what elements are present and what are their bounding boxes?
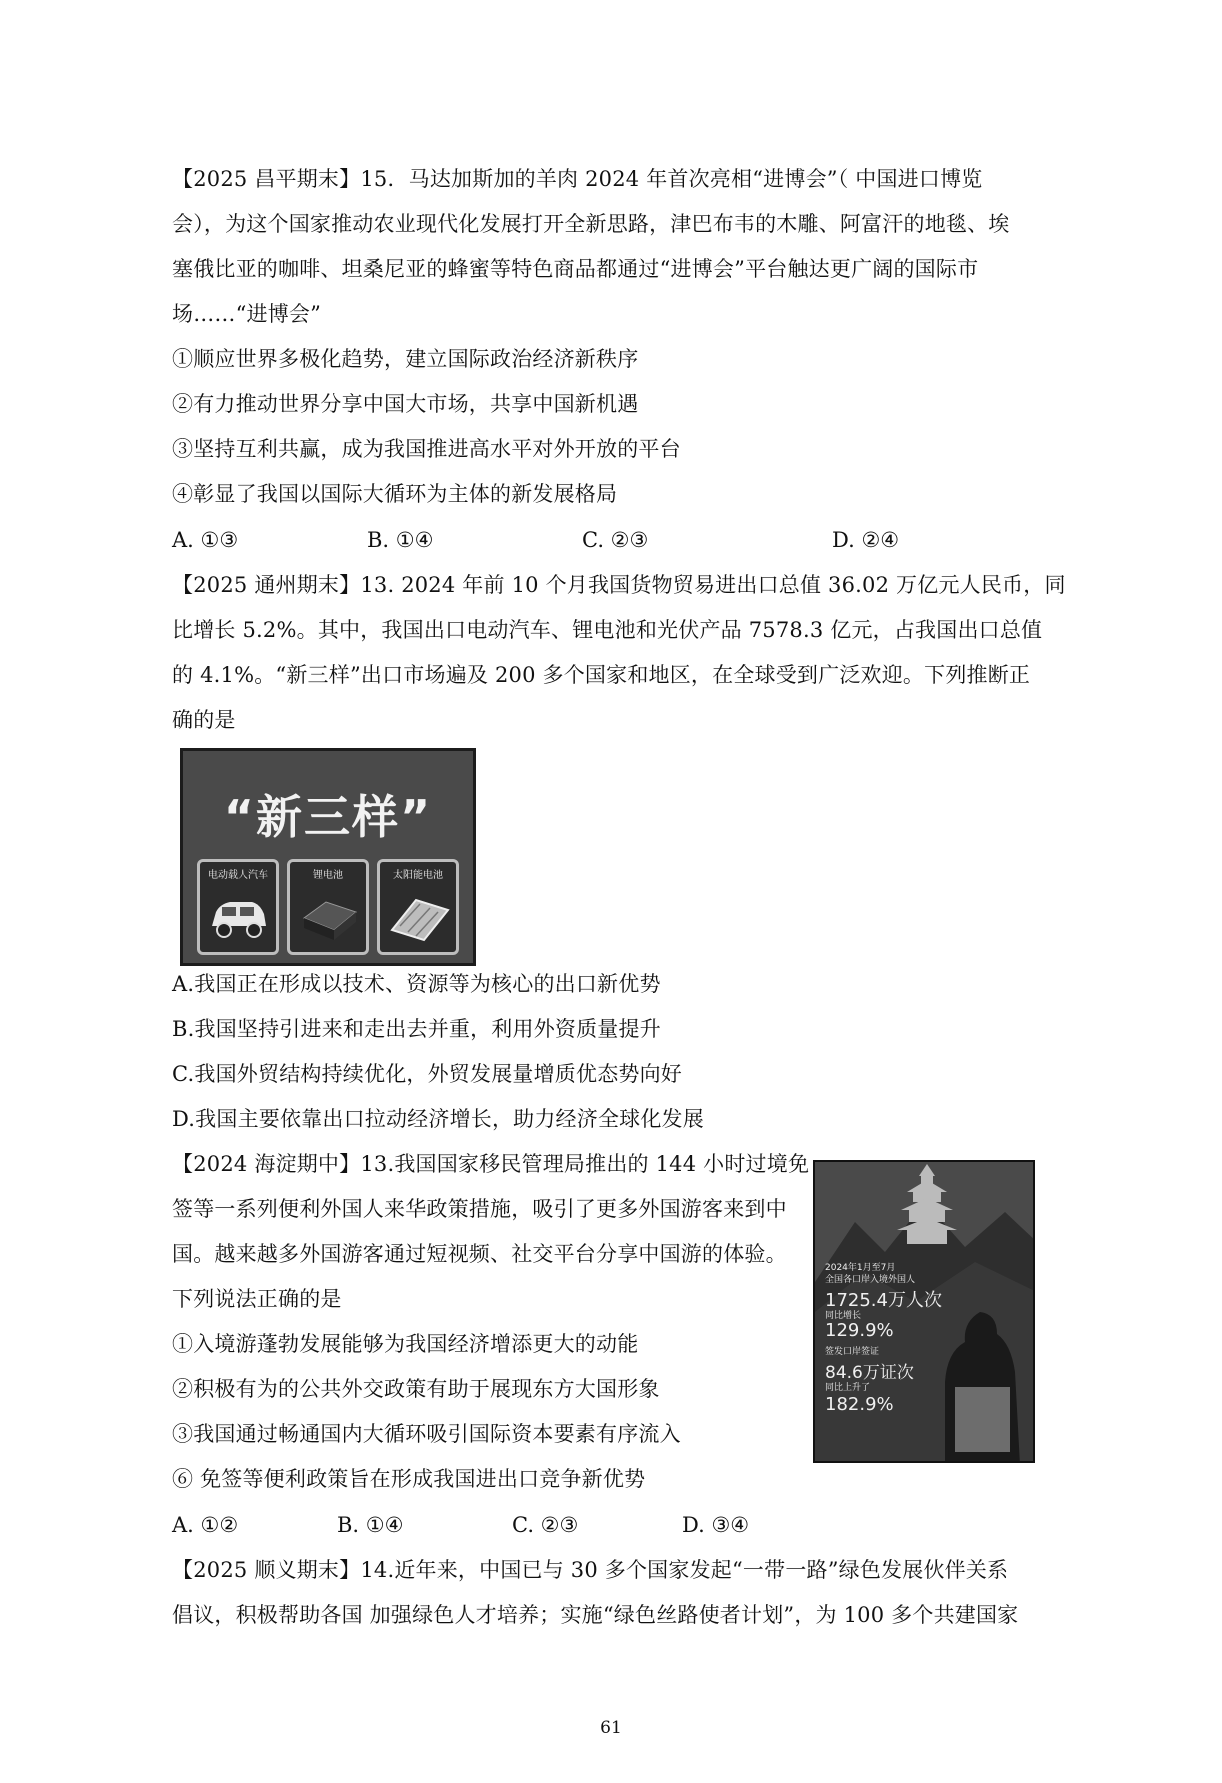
q2-line-2: 比增长 5.2%。其中，我国出口电动汽车、锂电池和光伏产品 7578.3 亿元，占我国出口总值 <box>172 618 1043 642</box>
stat-label-visas: 签发口岸签证 <box>825 1347 880 1357</box>
q3-option-b: B. ①④ <box>337 1513 404 1537</box>
page-number: 61 <box>600 1718 622 1738</box>
q1-option-d: D. ②④ <box>832 528 900 552</box>
q2-option-c: C.我国外贸结构持续优化，外贸发展量增质优态势向好 <box>172 1062 682 1086</box>
ev-card-label: 电动载人汽车 <box>208 870 268 881</box>
q2-option-d: D.我国主要依靠出口拉动经济增长，助力经济全球化发展 <box>172 1107 704 1131</box>
q1-option-c: C. ②③ <box>582 528 649 552</box>
q1-statement-3: ③坚持互利共赢，成为我国推进高水平对外开放的平台 <box>172 437 681 461</box>
q2-option-a: A.我国正在形成以技术、资源等为核心的出口新优势 <box>172 972 661 996</box>
q4-line-1: 【2025 顺义期末】14.近年来，中国已与 30 多个国家发起“一带一路”绿色发展伙伴关系 <box>172 1558 1009 1582</box>
q1-statement-2: ②有力推动世界分享中国大市场，共享中国新机遇 <box>172 392 639 416</box>
q3-option-c: C. ②③ <box>512 1513 579 1537</box>
q2-line-3: 的 4.1%。“新三样”出口市场遍及 200 多个国家和地区，在全球受到广泛欢迎。下列推断正 <box>172 663 1031 687</box>
stat-inbound-visitors: 1725.4万人次 <box>825 1290 942 1311</box>
q3-statement-1: ①入境游蓬勃发展能够为我国经济增添更大的动能 <box>172 1332 639 1356</box>
q3-option-d: D. ③④ <box>682 1513 750 1537</box>
q1-line-1: 【2025 昌平期末】15．马达加斯加的羊肉 2024 年首次亮相“进博会”（ 中国进口博览 <box>172 167 983 191</box>
solar-card-label: 太阳能电池 <box>393 870 443 881</box>
stat-visa-growth-rate: 182.9% <box>825 1394 894 1415</box>
q3-statement-3: ③我国通过畅通国内大循环吸引国际资本要素有序流入 <box>172 1422 681 1446</box>
q3-statement-4: ⑥ 免签等便利政策旨在形成我国进出口竞争新优势 <box>172 1467 646 1491</box>
q2-option-b: B.我国坚持引进来和走出去并重，利用外资质量提升 <box>172 1017 661 1041</box>
inbound-tourism-image <box>813 1160 1035 1463</box>
caption-subject: 全国各口岸入境外国人 <box>825 1275 916 1285</box>
q1-line-2: 会），为这个国家推动农业现代化发展打开全新思路，津巴布韦的木雕、阿富汗的地毯、埃 <box>172 212 1010 236</box>
battery-card <box>287 859 369 955</box>
solar-card <box>377 859 459 955</box>
solar-panel-icon <box>386 888 452 948</box>
q1-statement-4: ④彰显了我国以国际大循环为主体的新发展格局 <box>172 482 618 506</box>
stat-label-growth: 同比增长 <box>825 1311 862 1321</box>
image-title: “新三样” <box>223 790 433 844</box>
q3-option-a: A. ①② <box>172 1513 239 1537</box>
q1-statement-1: ①顺应世界多极化趋势，建立国际政治经济新秩序 <box>172 347 639 371</box>
battery-icon <box>296 888 362 948</box>
q4-line-2: 倡议，积极帮助各国 加强绿色人才培养；实施“绿色丝路使者计划”，为 100 多个共建国家 <box>172 1603 1019 1627</box>
stat-visas-issued: 84.6万证次 <box>825 1363 914 1383</box>
q3-line-2: 签等一系列便利外国人来华政策措施，吸引了更多外国游客来到中 <box>172 1197 787 1221</box>
ev-card <box>197 859 279 955</box>
battery-card-label: 锂电池 <box>313 870 343 881</box>
car-icon <box>206 888 272 948</box>
q1-line-4: 场……“进博会” <box>172 302 322 326</box>
q2-line-4: 确的是 <box>172 708 236 732</box>
q3-statement-2: ②积极有为的公共外交政策有助于展现东方大国形象 <box>172 1377 660 1401</box>
q1-option-b: B. ①④ <box>367 528 434 552</box>
q3-line-3: 国。越来越多外国游客通过短视频、社交平台分享中国游的体验。 <box>172 1242 787 1266</box>
q1-option-a: A. ①③ <box>172 528 239 552</box>
q1-line-3: 塞俄比亚的咖啡、坦桑尼亚的蜂蜜等特色商品都通过“进博会”平台触达更广阔的国际市 <box>172 257 979 281</box>
q3-line-4: 下列说法正确的是 <box>172 1287 342 1311</box>
q2-line-1: 【2025 通州期末】13. 2024 年前 10 个月我国货物贸易进出口总值 36.02 万亿元人民币，同 <box>172 573 1066 597</box>
q3-line-1: 【2024 海淀期中】13.我国国家移民管理局推出的 144 小时过境免 <box>172 1152 810 1176</box>
stat-label-increase: 同比上升了 <box>825 1383 871 1393</box>
new-three-items-image <box>180 748 476 966</box>
caption-period: 2024年1月至7月 <box>825 1263 896 1273</box>
stat-growth-rate: 129.9% <box>825 1320 894 1341</box>
